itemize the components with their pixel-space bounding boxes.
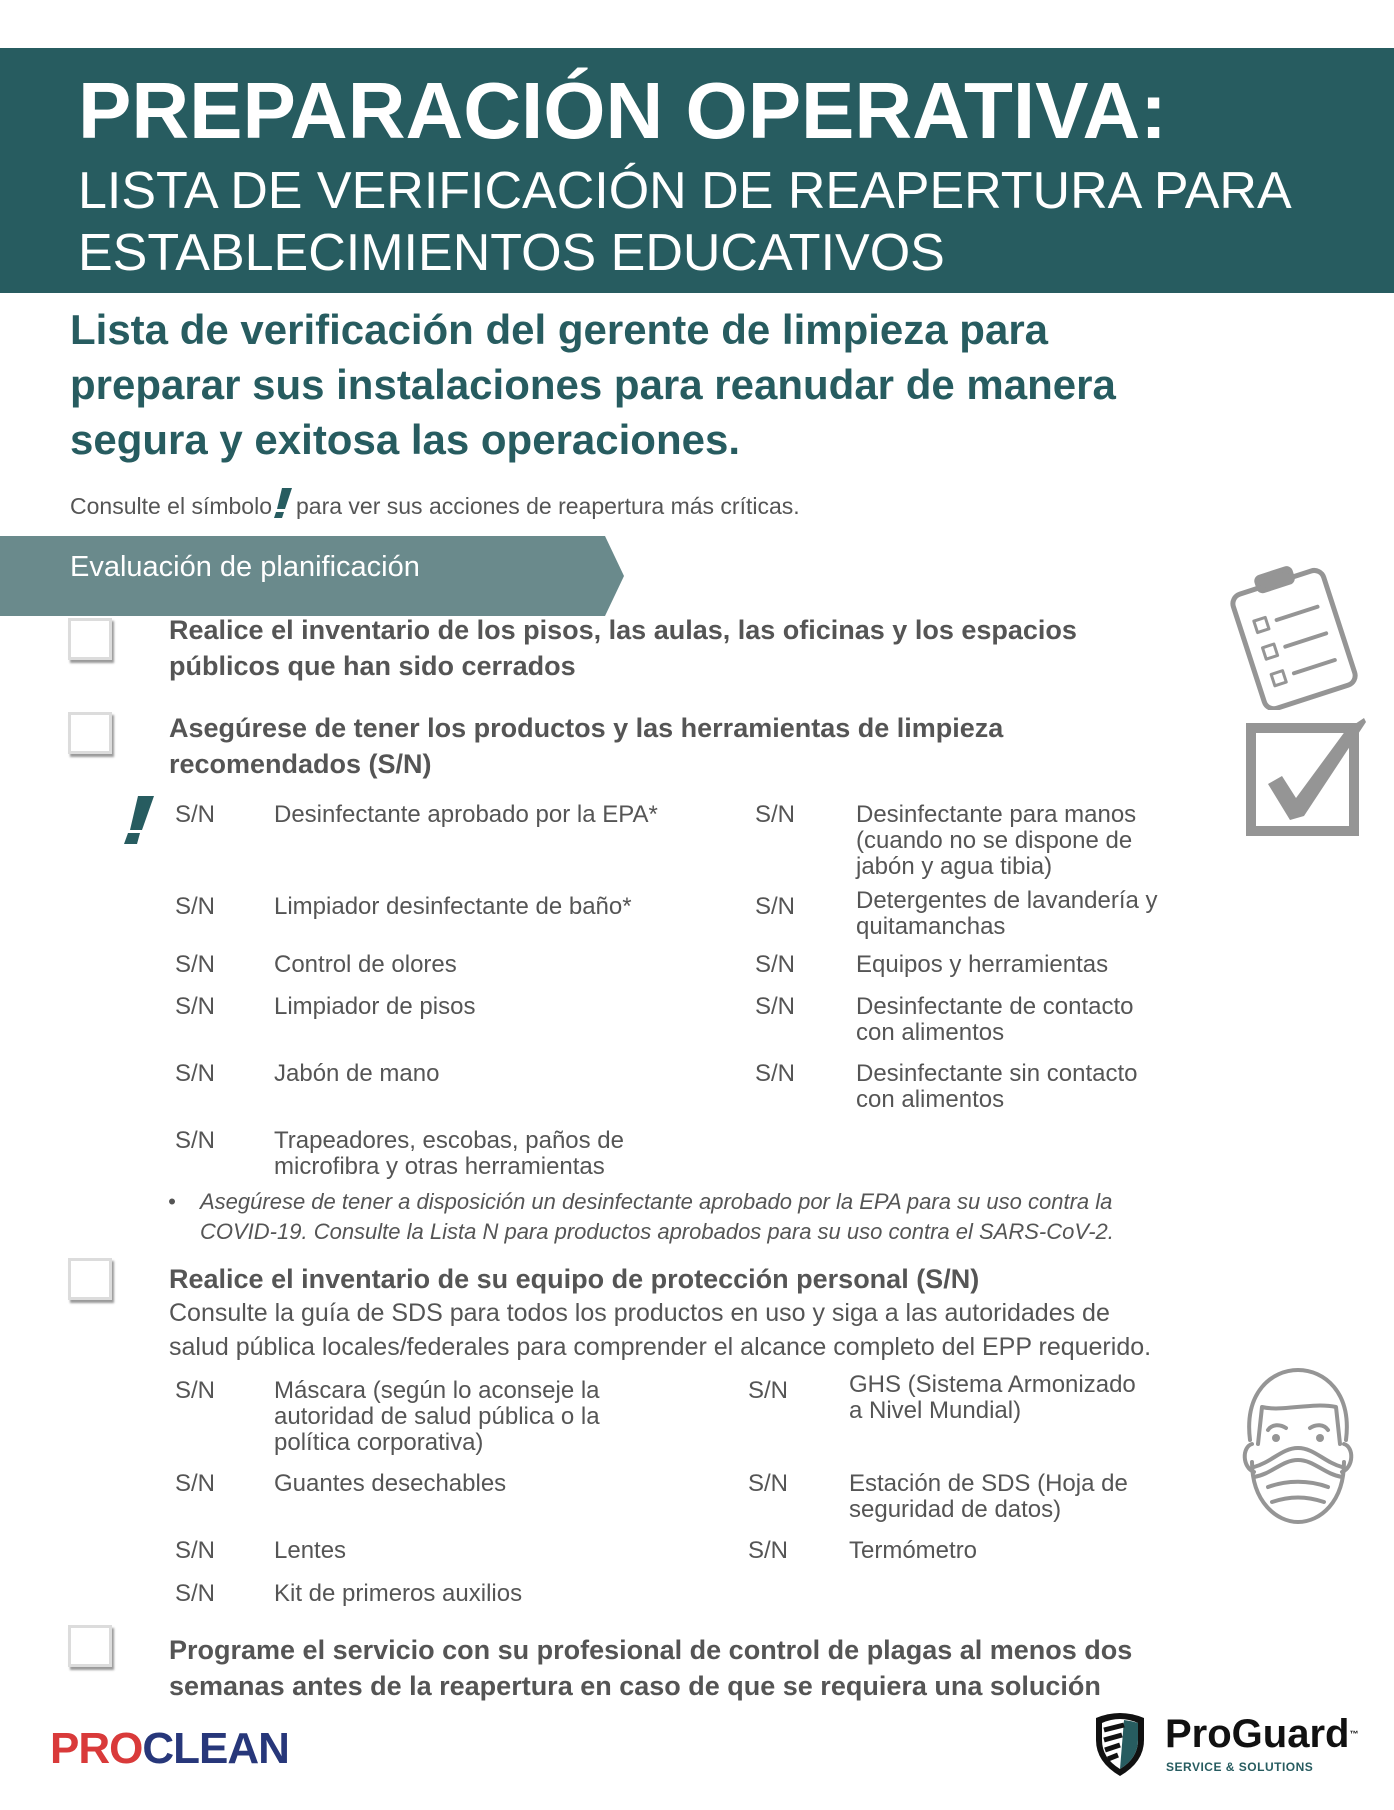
item-label-line-2: autoridad de salud pública o la [274, 1403, 600, 1430]
epa-note-line-2: COVID-19. Consulte la Lista N para productos aprobados para su uso contra el SARS-CoV-2. [200, 1219, 1114, 1244]
item-sn[interactable]: S/N [175, 1537, 216, 1564]
item-sn[interactable]: S/N [175, 951, 216, 978]
intro-heading-line-1: Lista de verificación del gerente de limpieza para [70, 306, 1049, 353]
task-4-checkbox[interactable] [68, 1625, 112, 1667]
task-2-line-1: Asegúrese de tener los productos y las herramientas de limpieza [169, 713, 1004, 743]
item-sn[interactable]: S/N [175, 893, 216, 920]
hint-text-before: Consulte el símbolo [70, 493, 272, 519]
item-label [274, 1378, 600, 1456]
item-label-line-3: política corporativa) [274, 1429, 484, 1456]
item-label-line-2: microfibra y otras herramientas [274, 1153, 605, 1180]
item-label-line-2: a Nivel Mundial) [849, 1397, 1022, 1424]
critical-exclamation-icon [124, 796, 154, 844]
masked-face-icon [1232, 1362, 1364, 1532]
item-label-line-2: (cuando no se dispone de [856, 827, 1133, 854]
task-2-text [169, 710, 1209, 782]
item-label: Desinfectante aprobado por la EPA* [274, 801, 658, 828]
task-1-line-1: Realice el inventario de los pisos, las aulas, las oficinas y los espacios [169, 615, 1077, 645]
clipboard-checklist-icon [1220, 560, 1365, 710]
item-sn[interactable]: S/N [755, 1060, 796, 1087]
item-label-line-2: con alimentos [856, 1086, 1005, 1113]
item-label-line-2: quitamanchas [856, 913, 1006, 940]
item-label: Kit de primeros auxilios [274, 1580, 523, 1607]
proguard-trademark: ™ [1349, 1729, 1359, 1739]
proclean-logo-clean: CLEAN [142, 1724, 289, 1773]
note-bullet: • [168, 1189, 176, 1214]
subtitle-line-2: ESTABLECIMIENTOS EDUCATIVOS [78, 224, 945, 282]
item-label-line-1: Máscara (según lo aconseje la [274, 1377, 600, 1404]
task-1-line-2: públicos que han sido cerrados [169, 651, 576, 681]
intro-heading [70, 302, 1270, 467]
hint-text-after: para ver sus acciones de reapertura más críticas. [296, 493, 800, 519]
task-3-desc-line-1: Consulte la guía de SDS para todos los productos en uso y siga a las autoridades de [169, 1299, 1110, 1327]
item-sn[interactable]: S/N [175, 1580, 216, 1607]
page-subtitle [78, 160, 1292, 284]
item-sn[interactable]: S/N [175, 1377, 216, 1404]
critical-symbol-hint [70, 488, 800, 520]
item-sn[interactable]: S/N [175, 801, 216, 828]
item-label: Jabón de mano [274, 1060, 440, 1087]
task-3-description [169, 1296, 1319, 1364]
item-sn[interactable]: S/N [755, 993, 796, 1020]
item-label: Termómetro [849, 1537, 978, 1564]
proclean-logo [50, 1724, 289, 1774]
intro-heading-line-2: preparar sus instalaciones para reanudar de manera [70, 361, 1116, 408]
item-label: Equipos y herramientas [856, 951, 1109, 978]
epa-note [200, 1187, 1310, 1247]
critical-exclamation-icon [274, 488, 292, 518]
item-label: Guantes desechables [274, 1470, 507, 1497]
proguard-name [1165, 1710, 1358, 1758]
item-label [849, 1372, 1136, 1424]
item-label-line-2: seguridad de datos) [849, 1496, 1062, 1523]
item-label [856, 1061, 1138, 1113]
item-sn[interactable]: S/N [748, 1537, 789, 1564]
item-label [856, 802, 1136, 880]
task-3-text: Realice el inventario de su equipo de protección personal (S/N) [169, 1264, 980, 1294]
item-label-line-1: Detergentes de lavandería y [856, 887, 1158, 914]
item-sn[interactable]: S/N [748, 1470, 789, 1497]
item-sn[interactable]: S/N [175, 1127, 216, 1154]
subtitle-line-1: LISTA DE VERIFICACIÓN DE REAPERTURA PARA [78, 162, 1292, 220]
item-label [856, 888, 1158, 940]
proclean-logo-pro: PRO [50, 1724, 143, 1773]
task-3-checkbox[interactable] [68, 1258, 112, 1300]
epa-note-line-1: Asegúrese de tener a disposición un desinfectante aprobado por la EPA para su uso contra la [200, 1189, 1113, 1214]
item-sn[interactable]: S/N [755, 893, 796, 920]
item-label [274, 1128, 624, 1180]
intro-heading-line-3: segura y exitosa las operaciones. [70, 416, 740, 463]
section-label-planning: Evaluación de planificación [70, 551, 420, 583]
item-label: Control de olores [274, 951, 457, 978]
task-4-line-2: semanas antes de la reapertura en caso de que se requiera una solución [169, 1671, 1101, 1701]
item-label-line-2: con alimentos [856, 1019, 1005, 1046]
item-label-line-1: Desinfectante de contacto [856, 993, 1134, 1020]
task-1-text [169, 612, 1209, 684]
item-label-line-1: Estación de SDS (Hoja de [849, 1470, 1128, 1497]
item-sn[interactable]: S/N [175, 993, 216, 1020]
item-sn[interactable]: S/N [175, 1060, 216, 1087]
item-label [856, 994, 1134, 1046]
proguard-tagline: SERVICE & SOLUTIONS [1166, 1760, 1314, 1774]
proguard-logo [1090, 1710, 1370, 1790]
checked-box-icon [1246, 716, 1371, 836]
proguard-name-text: ProGuard [1165, 1712, 1350, 1756]
item-label-line-1: Desinfectante sin contacto [856, 1060, 1138, 1087]
task-4-text [169, 1632, 1319, 1704]
item-label: Limpiador desinfectante de baño* [274, 893, 632, 920]
page-title: PREPARACIÓN OPERATIVA: [78, 66, 1167, 155]
task-2-line-2: recomendados (S/N) [169, 749, 432, 779]
task-1-checkbox[interactable] [68, 618, 112, 660]
item-sn[interactable]: S/N [755, 801, 796, 828]
item-label: Lentes [274, 1537, 347, 1564]
item-sn[interactable]: S/N [748, 1377, 789, 1404]
item-label-line-3: jabón y agua tibia) [856, 853, 1053, 880]
item-sn[interactable]: S/N [755, 951, 796, 978]
item-label-line-1: GHS (Sistema Armonizado [849, 1371, 1136, 1398]
task-2-checkbox[interactable] [68, 712, 112, 754]
item-label-line-1: Trapeadores, escobas, paños de [274, 1127, 625, 1154]
proguard-shield-icon [1090, 1710, 1150, 1778]
task-4-line-1: Programe el servicio con su profesional de control de plagas al menos dos [169, 1635, 1133, 1665]
item-sn[interactable]: S/N [175, 1470, 216, 1497]
item-label: Limpiador de pisos [274, 993, 476, 1020]
item-label-line-1: Desinfectante para manos [856, 801, 1137, 828]
task-3-desc-line-2: salud pública locales/federales para comprender el alcance completo del EPP requerido. [169, 1333, 1152, 1361]
item-label [849, 1471, 1128, 1523]
